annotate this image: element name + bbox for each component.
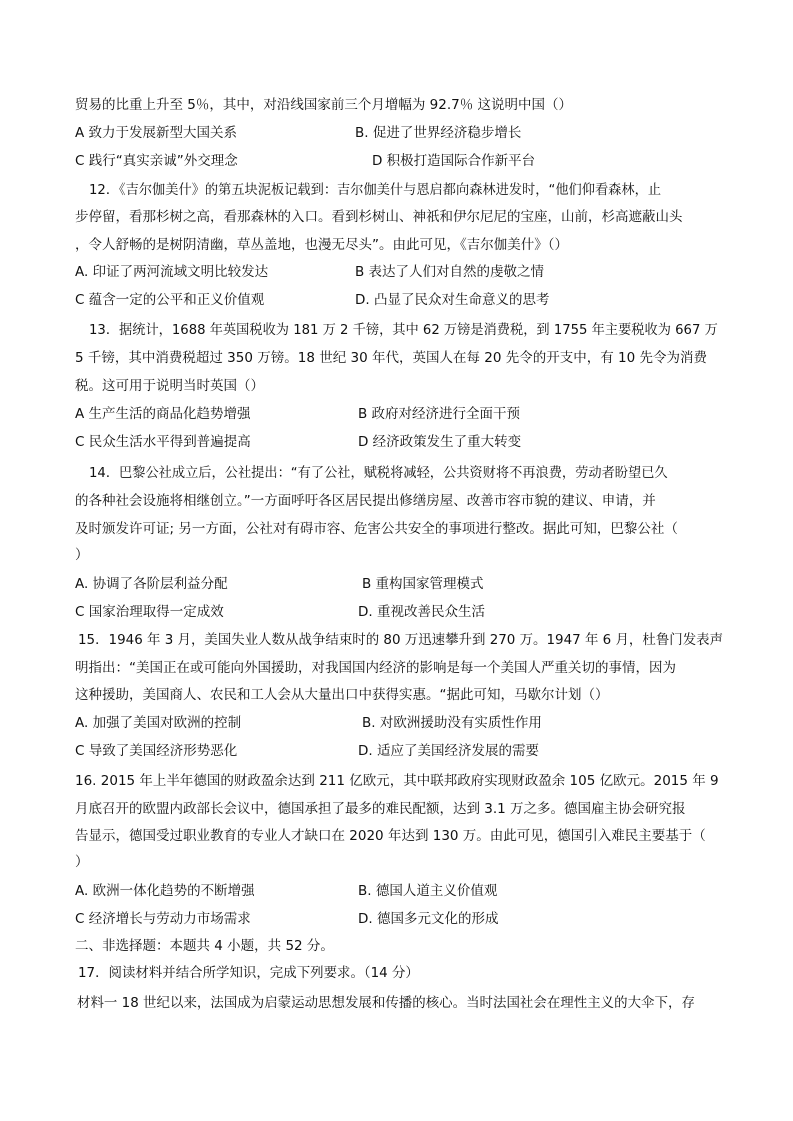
option-14-c: C 国家治理取得一定成效 bbox=[75, 604, 224, 620]
question-13-line-1: 13．据统计，1688 年英国税收为 181 万 2 千镑，其中 62 万镑是消费税，到 1755 年主要税收为 667 万 bbox=[89, 322, 718, 338]
option-16-b: B. 德国人道主义价值观 bbox=[358, 883, 498, 899]
question-15-line-1: 15．1946 年 3 月，美国失业人数从战争结束时的 80 万迅速攀升到 270 万。1947 年 6 月，杜鲁门发表声 bbox=[78, 632, 724, 648]
question-13-line-2: 5 千镑，其中消费税超过 350 万镑。18 世纪 30 年代，英国人在每 20 先令的开支中，有 10 先令为消费 bbox=[75, 350, 707, 366]
question-14-line-2: 的各种社会设施将相继创立。”一方面呼吁各区居民提出修缮房屋、改善市容市貌的建议、申请，并 bbox=[75, 493, 656, 509]
option-15-d: D. 适应了美国经济发展的需要 bbox=[358, 743, 539, 759]
option-15-a: A. 加强了美国对欧洲的控制 bbox=[75, 715, 242, 731]
option-16-d: D. 德国多元文化的形成 bbox=[358, 911, 499, 927]
text-line: 贸易的比重上升至 5％，其中，对沿线国家前三个月增幅为 92.7％ 这说明中国（） bbox=[75, 97, 573, 113]
option-15-b: B. 对欧洲援助没有实质性作用 bbox=[362, 715, 542, 731]
question-14-line-3: 及时颁发许可证; 另一方面，公社对有碍市容、危害公共安全的事项进行整改。据此可知，巴黎公社（ bbox=[75, 521, 678, 537]
question-15-line-2: 明指出：“美国正在或可能向外国援助，对我国国内经济的影响是每一个美国人严重关切的事情，因为 bbox=[75, 660, 676, 676]
option-16-a: A. 欧洲一体化趋势的不断增强 bbox=[75, 883, 255, 899]
section-heading: 二、非选择题：本题共 4 小题，共 52 分。 bbox=[75, 938, 334, 954]
question-17-line-1: 17．阅读材料并结合所学知识，完成下列要求。（14 分） bbox=[78, 965, 419, 981]
option-13-b: B 政府对经济进行全面干预 bbox=[358, 406, 521, 422]
question-16-line-3: 告显示，德国受过职业教育的专业人才缺口在 2020 年达到 130 万。由此可见，德国引入难民主要基于（ bbox=[75, 828, 706, 844]
option-11-a: A 致力于发展新型大国关系 bbox=[75, 125, 238, 141]
option-15-c: C 导致了美国经济形势恶化 bbox=[75, 743, 238, 759]
question-16-line-4: ） bbox=[75, 854, 89, 870]
option-13-c: C 民众生活水平得到普遍提高 bbox=[75, 434, 251, 450]
question-15-line-3: 这种援助，美国商人、农民和工人会从大量出口中获得实惠。“据此可知，马歇尔计划（） bbox=[75, 687, 609, 703]
option-13-a: A 生产生活的商品化趋势增强 bbox=[75, 406, 251, 422]
question-14-line-1: 14．巴黎公社成立后，公社提出：“有了公社，赋税将减轻，公共资财将不再浪费，劳动者盼望已久 bbox=[89, 465, 668, 481]
question-16-line-1: 16. 2015 年上半年德国的财政盈余达到 211 亿欧元，其中联邦政府实现财政盈余 105 亿欧元。2015 年 9 bbox=[75, 773, 719, 789]
option-14-d: D. 重视改善民众生活 bbox=[358, 604, 485, 620]
option-16-c: C 经济增长与劳动力市场需求 bbox=[75, 911, 251, 927]
option-12-a: A. 印证了两河流域文明比较发达 bbox=[75, 264, 269, 280]
question-12-line-1: 12．《吉尔伽美什》的第五块泥板记载到：吉尔伽美什与恩启都向森林进发时，“他们仰看森林，止 bbox=[89, 182, 662, 198]
option-13-d: D 经济政策发生了重大转变 bbox=[358, 434, 522, 450]
option-12-b: B 表达了人们对自然的虔敬之情 bbox=[355, 264, 545, 280]
question-14-line-4: ） bbox=[75, 547, 89, 563]
question-13-line-3: 税。这可用于说明当时英国（） bbox=[75, 378, 264, 394]
option-11-b: B. 促进了世界经济稳步增长 bbox=[355, 125, 522, 141]
question-12-line-2: 步停留，看那杉树之高，看那森林的入口。看到杉树山、神祇和伊尔尼尼的宝座，山前，杉高遮蔽山头 bbox=[75, 209, 683, 225]
option-12-c: C 蕴含一定的公平和正义价值观 bbox=[75, 292, 265, 308]
option-14-a: A. 协调了各阶层利益分配 bbox=[75, 576, 228, 592]
option-11-c: C 践行“真实亲诚”外交理念 bbox=[75, 153, 238, 169]
question-12-line-3: ，令人舒畅的是树阴清幽，草丛盖地，也漫无尽头”。由此可见，《吉尔伽美什》（） bbox=[75, 237, 568, 253]
material-one-line-1: 材料一 18 世纪以来，法国成为启蒙运动思想发展和传播的核心。当时法国社会在理性主义的大伞下，存 bbox=[77, 995, 695, 1011]
option-11-d: D 积极打造国际合作新平台 bbox=[372, 153, 536, 169]
option-14-b: B 重构国家管理模式 bbox=[362, 576, 484, 592]
option-12-d: D. 凸显了民众对生命意义的思考 bbox=[355, 292, 550, 308]
question-16-line-2: 月底召开的欧盟内政部长会议中，德国承担了最多的难民配额，达到 3.1 万之多。德国雇主协会研究报 bbox=[75, 801, 686, 817]
